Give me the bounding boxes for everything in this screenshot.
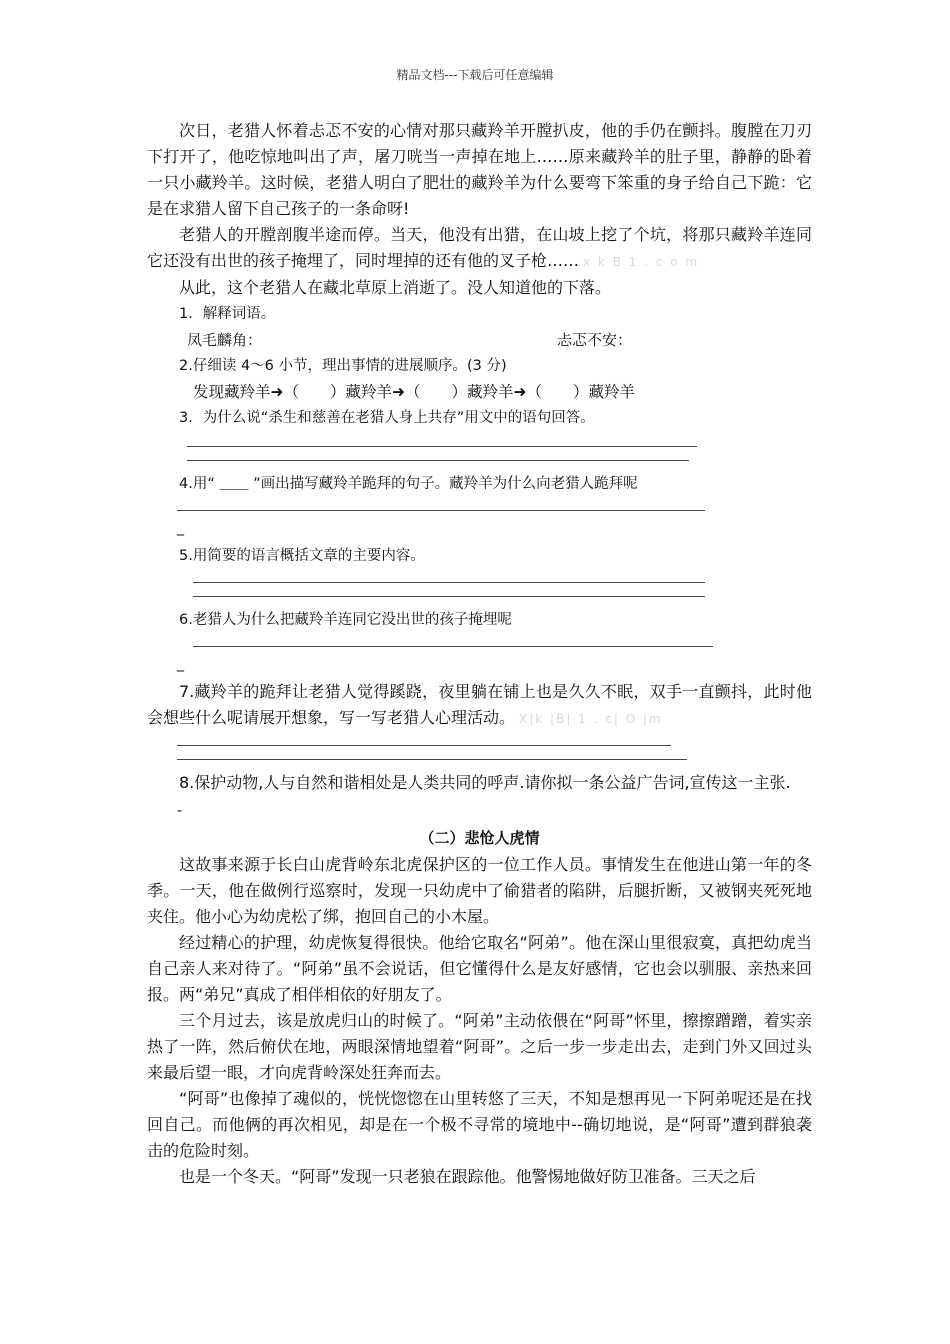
question-1: 1．解释词语。	[179, 306, 276, 322]
question-6: 6.老猎人为什么把藏羚羊连同它没出世的孩子掩埋呢	[179, 612, 512, 628]
answer-line[interactable]	[193, 595, 705, 597]
answer-line[interactable]	[177, 758, 687, 760]
story1-paragraph-3: 从此，这个老猎人在藏北草原上消逝了。没人知道他的下落。	[179, 278, 612, 297]
question-3: 3．为什么说“杀生和慈善在老猎人身上共存”用文中的语句回答。	[179, 410, 595, 426]
page-header: 精品文档---下载后可任意编辑	[396, 68, 554, 82]
answer-line[interactable]	[193, 581, 705, 583]
story1-paragraph-2-text: 老猎人的开膛剖腹半途而停。当天，他没有出猎，在山坡上挖了个坑，将那只藏羚羊连同它还没有出世的孩子掩埋了，同时埋掉的还有他的叉子枪……	[147, 225, 812, 270]
answer-line[interactable]	[177, 744, 671, 746]
term-1: 凤毛麟角：	[187, 331, 263, 349]
story2-paragraph-5: 也是一个冬天。“阿哥”发现一只老狼在跟踪他。他警惕地做好防卫准备。三天之后	[179, 1167, 756, 1186]
question-8: 8.保护动物,人与自然和谐相处是人类共同的呼声.请你拟一条公益广告词,宣传这一主张.	[179, 773, 791, 792]
question-5: 5.用简要的语言概括文章的主要内容。	[179, 548, 425, 564]
question-2-sequence: 发现藏羚羊➜（ ）藏羚羊➜（ ）藏羚羊➜（ ）藏羚羊	[193, 383, 635, 401]
story1-paragraph-1: 次日，老猎人怀着忐忑不安的心情对那只藏羚羊开膛扒皮，他的手仍在颤抖。腹膛在刀刃下打开了，他吃惊地叫出了声，屠刀咣当一声掉在地上……原来藏羚羊的肚子里，静静的卧着一只小藏羚羊。这时候，老猎人明白了肥壮的藏羚羊为什么要弯下笨重的身子给自己下跪：它是在求猎人留下自己孩子的一条命呀!	[147, 121, 812, 218]
story1-paragraph-2	[147, 222, 812, 275]
story2-paragraph-4: “阿哥”也像掉了魂似的，恍恍惚惚在山里转悠了三天，不知是想再见一下阿弟呢还是在找回自己。而他俩的再次相见，却是在一个极不寻常的境地中--确切地说，是“阿哥”遭到群狼袭击的危险时刻。	[147, 1089, 812, 1160]
story2-paragraph-3: 三个月过去，该是放虎归山的时候了。“阿弟”主动依偎在“阿哥”怀里，擦擦蹭蹭，着实亲热了一阵，然后俯伏在地，两眼深情地望着“阿哥”。之后一步一步走出去，走到门外又回过头来最后望一眼，才向虎背岭深处狂奔而去。	[147, 1011, 812, 1082]
answer-line[interactable]	[187, 445, 697, 447]
answer-line[interactable]	[187, 459, 689, 461]
story2-paragraph-1: 这故事来源于长白山虎背岭东北虎保护区的一位工作人员。事情发生在他进山第一年的冬季。一天，他在做例行巡察时，发现一只幼虎中了偷猎者的陷阱，后腿折断，又被钢夹死死地夹住。他小心为幼虎松了绑，抱回自己的小木屋。	[147, 855, 812, 926]
story2-paragraph-2: 经过精心的护理，幼虎恢复得很快。他给它取名“阿弟”。他在深山里很寂寞，真把幼虎当自己亲人来对待了。“阿弟”虽不会说话，但它懂得什么是友好感情，它也会以驯服、亲热来回报。两“弟兄”真成了相伴相依的好朋友了。	[147, 933, 812, 1004]
question-7	[147, 679, 812, 732]
answer-line[interactable]	[177, 509, 705, 511]
watermark: x k B 1 . c o m	[583, 255, 700, 269]
term-2: 忐忑不安：	[557, 331, 633, 349]
question-7-text: 7.藏羚羊的跪拜让老猎人觉得蹊跷，夜里躺在铺上也是久久不眠，双手一直颤抖，此时他会想些什么呢请展开想象，写一写老猎人心理活动。	[147, 682, 812, 727]
answer-line[interactable]	[193, 645, 713, 647]
question-2: 2.仔细读 4～6 小节，理出事情的进展顺序。(3 分)	[179, 358, 507, 374]
section-title: （二）悲怆人虎情	[419, 829, 540, 847]
question-1-terms	[147, 327, 812, 353]
question-4: 4.用“ ＿＿ ”画出描写藏羚羊跪拜的句子。藏羚羊为什么向老猎人跪拜呢	[179, 476, 638, 492]
document-body: 次日，老猎人怀着忐忑不安的心情对那只藏羚羊开膛扒皮，他的手仍在颤抖。腹膛在刀刃下打开了，他吃惊地叫出了声，屠刀咣当一声掉在地上……原来藏羚羊的肚子里，静静的卧着一只小藏羚羊。这时候，老猎人明白了肥壮的藏羚羊为什么要弯下笨重的身子给自己下跪：它是在求猎人留下自己孩子的一条命呀! 老猎人的开膛剖腹半途而停。当天，他没有出猎，在山坡上挖了个坑，将那只藏羚羊连同它还没有出世的孩子掩埋了，同时埋掉的还有他的叉子枪…… x k B 1 . c o m 从此，这个老猎人在藏北草原上消逝了。没人知道他的下落。 1．解释词语。 凤毛麟角： 忐忑不安： 2.仔细读 4～6 小节，理出事情的进展顺序。(3 分) 发现藏羚羊➜（ ）藏羚羊➜（ ）藏羚羊➜（ ）藏羚羊 3．为什么说“杀生和慈善在老猎人身上共存”用文中的语句回答。 4.用“ ＿＿ ”画出描写藏羚羊跪拜的句子。藏羚羊为什么向老猎人跪拜呢 _ 5.用简要的语言概括文章的主要内容。 6.老猎人为什么把藏羚羊连同它没出世的孩子掩埋呢 _ 7.藏羚羊的跪拜让老猎人觉得蹊跷，夜里躺在铺上也是久久不眠，双手一直颤抖，此时他会想些什么呢请展开想象，写一写老猎人心理活动。 X|k |B| 1 . c| O |m 8.保护动物,人与自然和谐相处是人类共同的呼声.请你拟一条公益广告词,宣传这一主张. - （二）悲怆人虎情 这故事来源于长白山虎背岭东北虎保护区的一位工作人员。事情发生在他进山第一年的冬季。一天，他在做例行巡察时，发现一只幼虎中了偷猎者的陷阱，后腿折断，又被钢夹死死地夹住。他小心为幼虎松了绑，抱回自己的小木屋。 经过精心的护理，幼虎恢复得很快。他给它取名“阿弟”。他在深山里很寂寞，真把幼虎当自己亲人来对待了。“阿弟”虽不会说话，但它懂得什么是友好感情，它也会以驯服、亲热来回报。两“弟兄”真成了相伴相依的好朋友了。 三个月过去，该是放虎归山的时候了。“阿弟”主动依偎在“阿哥”怀里，擦擦蹭蹭，着实亲热了一阵，然后俯伏在地，两眼深情地望着“阿哥”。之后一步一步走出去，走到门外又回过头来最后望一眼，才向虎背岭深处狂奔而去。 “阿哥”也像掉了魂似的，恍恍惚惚在山里转悠了三天，不知是想再见一下阿弟呢还是在找回自己。而他俩的再次相见，却是在一个极不寻常的境地中--确切地说，是“阿哥”遭到群狼袭击的危险时刻。 也是一个冬天。“阿哥”发现一只老狼在跟踪他。他警惕地做好防卫准备。三天之后	[147, 118, 812, 1190]
watermark: X|k |B| 1 . c| O |m	[519, 712, 663, 726]
